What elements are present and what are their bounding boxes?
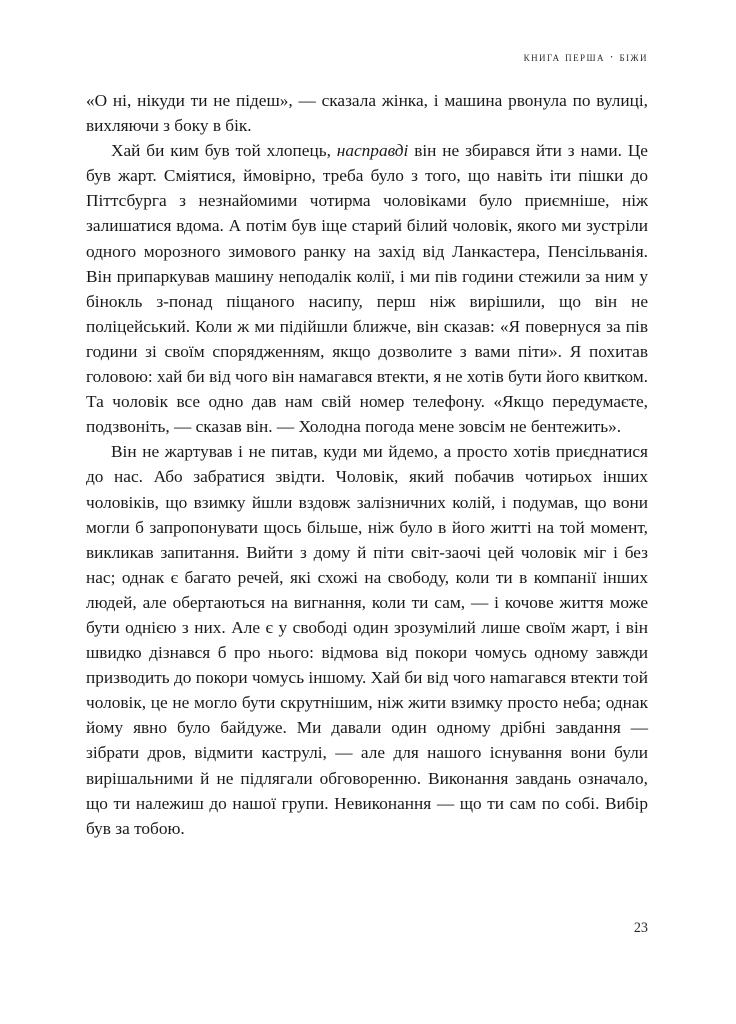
emphasized-text-run: насправді [336,141,409,161]
paragraph [86,88,648,138]
page-number-value: 23 [633,920,648,936]
text-run: «О ні, нікуди ти не підеш», — сказала жінка, і машина рвонула по вулиці, вихляючи з боку в бік. [86,91,648,136]
page-number [86,920,648,937]
running-head-text: книга перша · біжи [523,50,648,64]
paragraph [86,439,648,841]
text-run: Він не жартував і не питав, куди ми йдемо, а просто хотів приєднатися до нас. Або забратися звідти. Чоловік, який побачив чотирьох інших чоловіків, що взимку йшли вздовж залізничних колій, і подумав, що вони могли б запропонувати щось більше, ніж було в його житті на той момент, викликав запитання. Вийти з дому й піти світ-заочі цей чоловік міг і без нас; однак є багато речей, які схожі на свободу, коли ти в компанії інших людей, але обертаються на вигнання, коли ти сам, — і кочове життя може бути однією з них. Але є у свободі один зрозумілий лише своїм жарт, і він швидко дізнався б про нього: відмова від покори чомусь одному завжди призводить до покори чомусь іншому. Хай би від чого наmагався втекти той чоловік, це не могло бути скрутнішим, ніж жити взимку просто неба; однак йому явно було байдуже. Ми давали один одному дрібні завдання — зібрати дров, відмити каструлі, — але для нашого існування вони були вирішальними й не підлягали обговоренню. Виконання завдань означало, що ти належиш до нашої групи. Невиконання — що ти сам по собі. Вибір був за тобою. [86,442,648,838]
running-head [86,50,648,70]
text-run: він не збирався йти з нами. Це був жарт. Сміятися, ймовірно, треба було з того, що навіть іти пішки до Піттсбурга з незнайомими чотирма чоловіками було приємніше, ніж залишатися вдома. А потім був іще старий білий чоловік, якого ми зустріли одного морозного зимового ранку на захід від Ланкастера, Пенсільванія. Він припаркував машину неподалік колії, і ми пів години стежили за ним у бінокль з-понад піщаного насипу, перш ніж вирішили, що він не поліцейський. Коли ж ми підійшли ближче, він сказав: «Я повернуся за пів години зі своїм спорядженням, якщо дозволите з вами піти». Я похитав головою: хай би від чого він намагався втекти, я не хотів бути його квитком. Та чоловік все одно дав нам свій номер телефону. «Якщо передумаєте, подзвоніть, — сказав він. — Холодна погода мене зовсім не бентежить». [86,141,648,437]
body-text-block [86,88,648,841]
paragraph [86,138,648,439]
text-run: Хай би ким був той хлопець, [111,141,337,161]
